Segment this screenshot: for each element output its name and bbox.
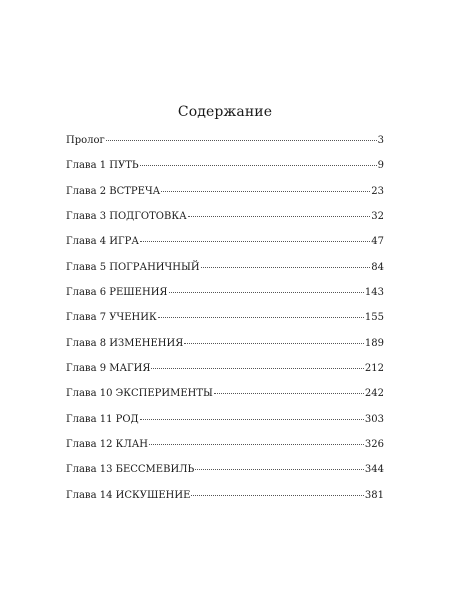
toc-entry-label: Глава 2 ВСТРЕЧА — [66, 185, 161, 197]
dot-leader — [195, 469, 364, 470]
toc-entry-label: Глава 4 ИГРА — [66, 236, 139, 248]
toc-entry — [66, 134, 384, 159]
toc-entry — [66, 413, 384, 438]
toc-entry — [66, 362, 384, 387]
toc-entry-page-number: 303 — [364, 413, 384, 425]
dot-leader — [140, 165, 377, 166]
toc-entry-label: Глава 9 МАГИЯ — [66, 363, 151, 375]
dot-leader — [151, 368, 363, 369]
toc-entry-page-number: 47 — [371, 236, 384, 248]
toc-entry-page-number: 155 — [364, 312, 384, 324]
toc-entry-page-number: 212 — [364, 363, 384, 375]
dot-leader — [106, 140, 377, 141]
toc-entry — [66, 387, 384, 412]
toc-entry — [66, 261, 384, 286]
toc-entry-page-number: 242 — [364, 388, 384, 400]
toc-entry-page-number: 23 — [371, 185, 384, 197]
toc-entry — [66, 159, 384, 184]
toc-entry-page-number: 381 — [364, 489, 384, 501]
dot-leader — [158, 317, 364, 318]
toc-entry — [66, 286, 384, 311]
toc-entry-page-number: 143 — [364, 287, 384, 299]
toc-entry-label: Глава 5 ПОГРАНИЧНЫЙ — [66, 261, 200, 273]
dot-leader — [201, 267, 371, 268]
toc-entry — [66, 463, 384, 488]
toc-title: Содержание — [177, 104, 273, 120]
toc-entry-page-number: 326 — [364, 439, 384, 451]
toc-entry-page-number: 189 — [364, 337, 384, 349]
toc-entry — [66, 235, 384, 260]
toc-entry-label: Глава 11 РОД — [66, 413, 139, 425]
toc-entry-page-number: 344 — [364, 464, 384, 476]
dot-leader — [169, 292, 364, 293]
toc-entry-label: Глава 3 ПОДГОТОВКА — [66, 211, 187, 223]
dot-leader — [184, 343, 364, 344]
toc-entry-label: Глава 12 КЛАН — [66, 439, 148, 451]
toc-entry-label: Пролог — [66, 135, 105, 146]
dot-leader — [191, 495, 364, 496]
toc-entry — [66, 311, 384, 336]
toc-entry-label: Глава 6 РЕШЕНИЯ — [66, 287, 168, 299]
toc-entry-label: Глава 14 ИСКУШЕНИЕ — [66, 489, 191, 501]
dot-leader — [161, 191, 370, 192]
dot-leader — [188, 216, 371, 217]
toc-entry-page-number: 9 — [377, 160, 384, 172]
toc-list — [66, 134, 384, 514]
toc-entry — [66, 489, 384, 514]
toc-entry-label: Глава 8 ИЗМЕНЕНИЯ — [66, 337, 184, 349]
toc-entry-label: Глава 1 ПУТЬ — [66, 160, 139, 172]
toc-entry — [66, 438, 384, 463]
dot-leader — [149, 444, 364, 445]
toc-entry-label: Глава 10 ЭКСПЕРИМЕНТЫ — [66, 388, 213, 400]
dot-leader — [140, 419, 364, 420]
dot-leader — [140, 241, 370, 242]
toc-entry-page-number: 84 — [371, 261, 384, 273]
toc-entry — [66, 185, 384, 210]
dot-leader — [214, 393, 364, 394]
toc-entry-page-number: 3 — [377, 135, 384, 146]
toc-entry-page-number: 32 — [371, 211, 384, 223]
toc-entry-label: Глава 13 БЕССМЕВИЛЬ — [66, 464, 195, 476]
toc-entry — [66, 210, 384, 235]
toc-entry — [66, 337, 384, 362]
toc-entry-label: Глава 7 УЧЕНИК — [66, 312, 157, 324]
